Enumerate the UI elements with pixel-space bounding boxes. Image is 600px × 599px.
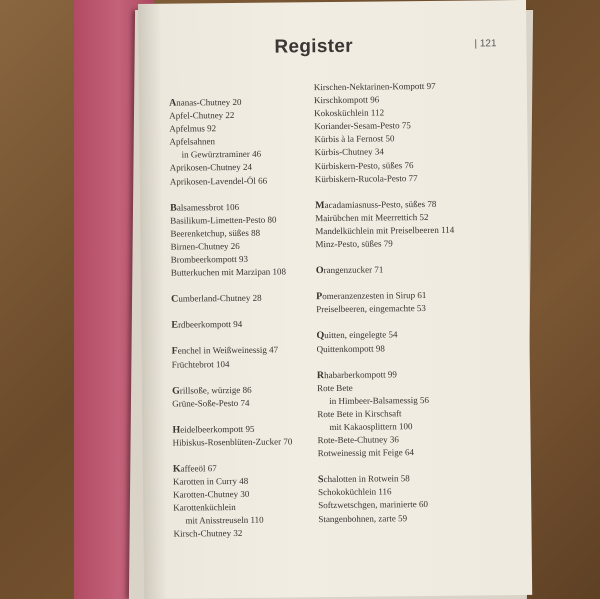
- index-entry: Grüne-Soße-Pesto 74: [172, 397, 250, 409]
- index-entry: Kürbis-Chutney 34: [314, 146, 384, 158]
- index-entry: Quitten, eingelegte 54: [316, 329, 398, 342]
- index-entry: Birnen-Chutney 26: [170, 240, 240, 252]
- index-entry: in Himbeer-Balsamessig 56: [329, 394, 430, 406]
- index-entry: Rote-Bete-Chutney 36: [317, 434, 399, 446]
- index-entry: Ananas-Chutney 20: [168, 96, 242, 109]
- index-entry: Schalotten in Rotwein 58: [317, 473, 410, 486]
- index-entry: Karotten-Chutney 30: [173, 489, 250, 500]
- index-entry: Apfelsahnen: [169, 136, 215, 147]
- index-entry: Butterkuchen mit Marzipan 108: [170, 266, 287, 278]
- index-column-right: [314, 79, 519, 526]
- index-entry: Softzwetschgen, marinierte 60: [318, 499, 429, 511]
- index-entry: Apfelmus 92: [169, 123, 217, 134]
- index-entry: Heidelbeerkompott 95: [172, 423, 255, 436]
- index-entry: Mairübchen mit Meerrettich 52: [315, 211, 429, 223]
- index-entry: Kokosküchlein 112: [314, 107, 385, 119]
- index-entry: Balsamessbrot 106: [170, 201, 240, 214]
- index-entry: Karottenküchlein: [173, 502, 236, 513]
- index-entry: Kirschkompott 96: [313, 94, 380, 106]
- index-entry: Kirsch-Chutney 32: [173, 528, 243, 540]
- index-entry: Rote Bete: [316, 382, 353, 393]
- index-entry: Aprikosen-Chutney 24: [169, 162, 253, 174]
- index-entry: Cumberland-Chutney 28: [171, 292, 262, 305]
- index-entry: Pomeranzenzesten in Sirup 61: [316, 290, 427, 303]
- index-entry: Stangenbohnen, zarte 59: [318, 512, 408, 524]
- index-entry: Kürbiskern-Rucola-Pesto 77: [314, 172, 418, 184]
- index-entry: Grillsoße, würzige 86: [171, 384, 252, 397]
- index-entry: Kürbis à la Fernost 50: [314, 133, 395, 145]
- index-entry: Preiselbeeren, eingemachte 53: [316, 303, 426, 315]
- index-entry: Rotweinessig mit Feige 64: [317, 447, 415, 459]
- index-entry: Erdbeerkompott 94: [171, 319, 243, 331]
- book-page: [138, 0, 532, 599]
- index-entry: Aprikosen-Lavendel-Öl 66: [169, 175, 268, 187]
- index-entry: Fenchel in Weißweinessig 47: [171, 344, 279, 358]
- index-entry: Karotten in Curry 48: [172, 475, 249, 487]
- index-entry: Rhabarberkompott 99: [316, 368, 397, 381]
- index-entry: Macadamiasnuss-Pesto, süßes 78: [315, 198, 437, 211]
- index-entry: Quittenkompott 98: [316, 342, 385, 354]
- page-number: | 121: [474, 38, 497, 50]
- page-title: Register: [274, 35, 354, 58]
- index-entry: Basilikum-Limetten-Pesto 80: [170, 214, 277, 226]
- index-entry: Rote Bete in Kirschsaft: [317, 408, 402, 420]
- index-entry: Hibiskus-Rosenblüten-Zucker 70: [172, 436, 293, 448]
- index-entry: in Gewürztraminer 46: [181, 149, 262, 160]
- index-entry: mit Kakaosplittern 100: [329, 421, 413, 432]
- index-entry: Kürbiskern-Pesto, süßes 76: [314, 159, 414, 171]
- index-entry: Früchtebrot 104: [171, 358, 230, 370]
- index-entry: Minz-Pesto, süßes 79: [315, 238, 393, 250]
- index-entry: Kirschen-Nektarinen-Kompott 97: [313, 80, 436, 93]
- index-entry: Beerenketchup, süßes 88: [170, 227, 261, 239]
- index-entry: Schokoküchlein 116: [318, 486, 392, 498]
- index-entry: Kaffeeöl 67: [172, 463, 217, 475]
- index-entry: mit Anisstreuseln 110: [185, 515, 264, 526]
- index-entry: Orangenzucker 71: [315, 264, 384, 277]
- index-entry: Brombeerkompott 93: [170, 253, 248, 265]
- index-entry: Apfel-Chutney 22: [169, 110, 235, 121]
- index-entry: Koriander-Sesam-Pesto 75: [314, 120, 411, 132]
- index-entry: Mandelküchlein mit Preiselbeeren 114: [315, 224, 455, 237]
